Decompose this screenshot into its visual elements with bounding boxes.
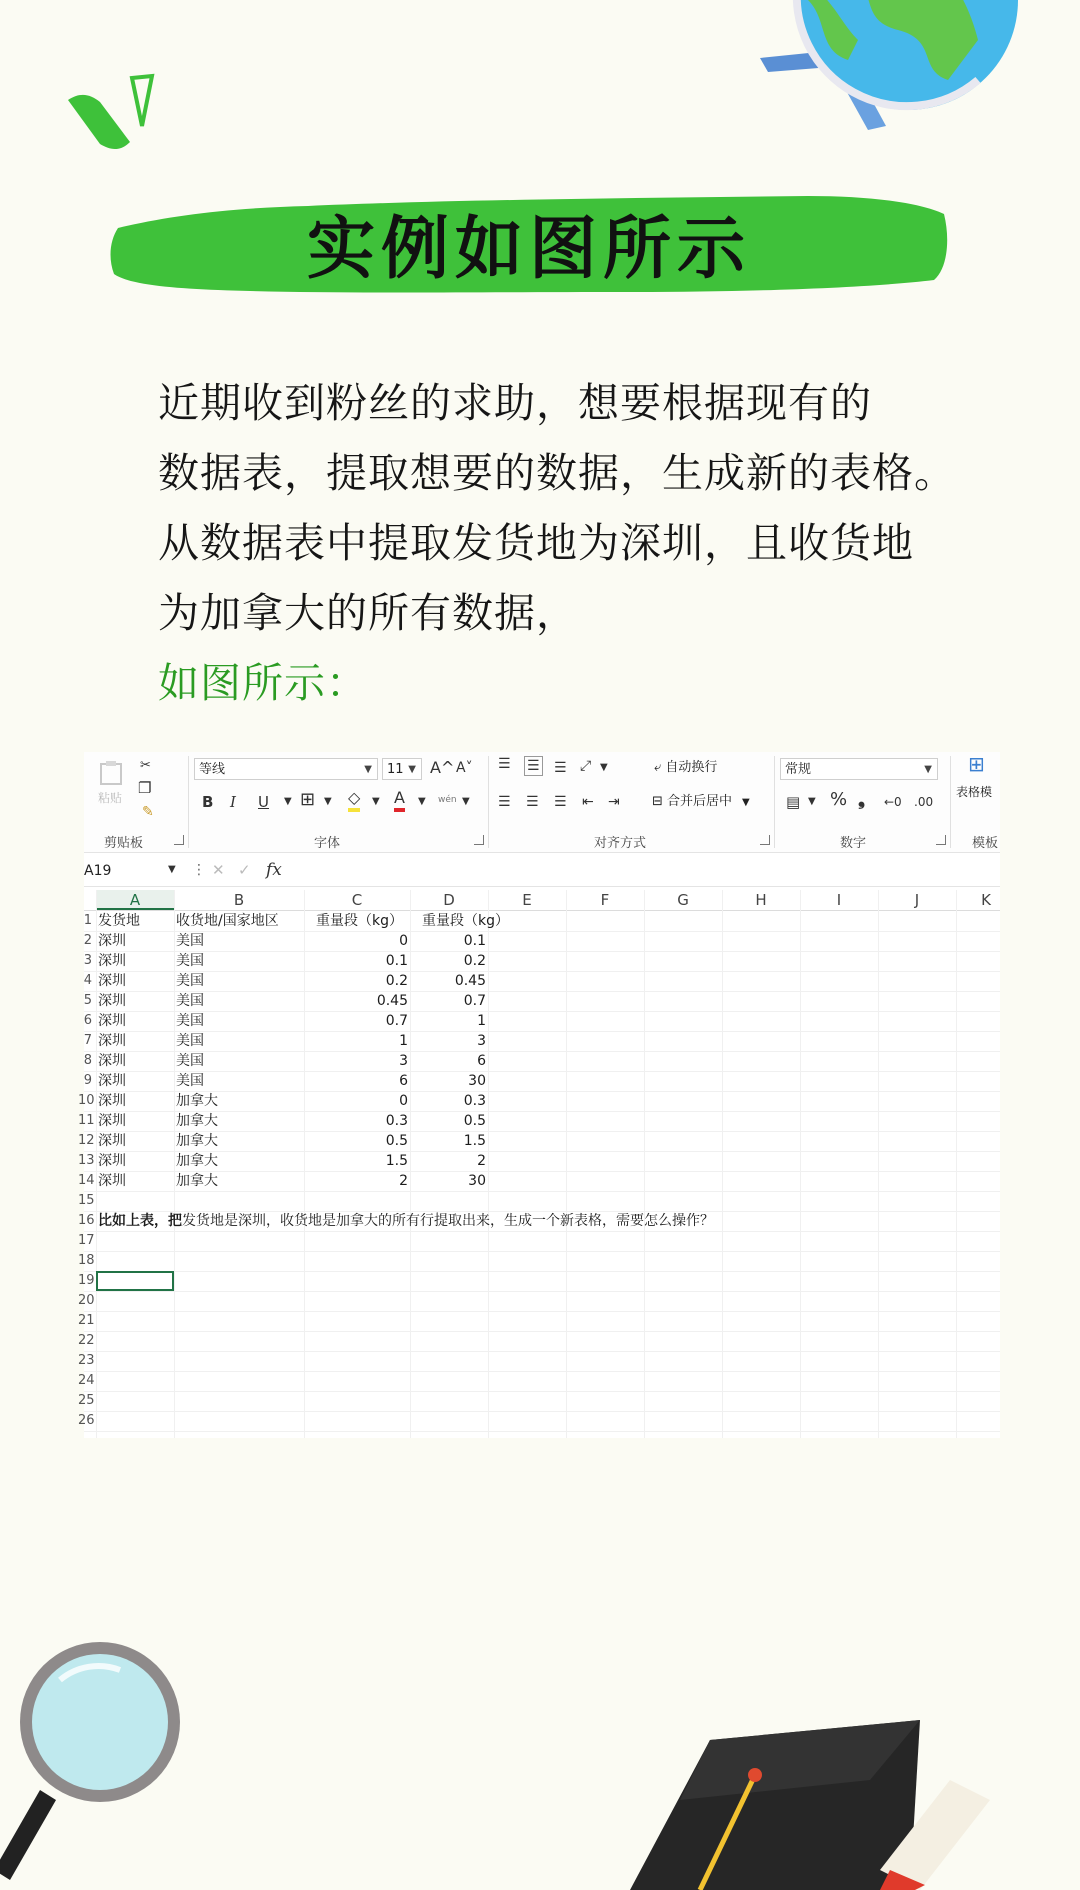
- row-number[interactable]: 3: [83, 953, 92, 968]
- align-right-icon[interactable]: ☰: [554, 794, 567, 810]
- magnifier-decoration: [0, 1640, 200, 1890]
- table-cell[interactable]: 0.45: [454, 973, 486, 989]
- more-options-icon[interactable]: ⋮: [192, 862, 206, 878]
- column-header-c[interactable]: C: [351, 891, 363, 909]
- align-left-icon[interactable]: ☰: [498, 794, 511, 810]
- underline-button[interactable]: U: [258, 793, 269, 811]
- number-format-value: 常规: [785, 762, 812, 777]
- table-row: [78, 1251, 1000, 1272]
- table-style-button[interactable]: 表格模: [956, 785, 993, 799]
- table-row: [78, 1091, 1000, 1112]
- alignment-group-label: 对齐方式: [594, 836, 647, 851]
- orientation-icon[interactable]: ⤢: [580, 758, 592, 774]
- table-cell[interactable]: 深圳: [98, 1013, 126, 1029]
- table-cell[interactable]: 深圳: [98, 973, 126, 989]
- table-cell[interactable]: 深圳: [98, 933, 126, 949]
- table-row: [84, 991, 1000, 1012]
- table-row: [78, 1191, 1000, 1212]
- table-row: [78, 1371, 1000, 1392]
- table-cell[interactable]: 0: [399, 933, 408, 949]
- merge-center-button[interactable]: [652, 792, 750, 813]
- table-cell[interactable]: 美国: [176, 973, 204, 989]
- merge-center-label: 合并后居中: [667, 794, 733, 809]
- table-cell[interactable]: 深圳: [98, 1133, 126, 1149]
- table-cell[interactable]: 美国: [176, 953, 204, 969]
- number-group-label: 数字: [840, 836, 867, 851]
- column-header-h[interactable]: H: [755, 891, 767, 909]
- question-note-text: 发货地是深圳，收货地是加拿大的所有行提取出来，生成一个新表格，需要怎么操作？: [182, 1213, 714, 1229]
- table-cell[interactable]: 1.5: [463, 1133, 486, 1149]
- template-group-label: 模板: [972, 836, 999, 851]
- ribbon-separator: [774, 756, 775, 848]
- increase-decimal-icon[interactable]: ←0: [884, 795, 902, 809]
- font-name-value: 等线: [199, 762, 226, 777]
- table-cell[interactable]: 美国: [176, 993, 204, 1009]
- table-row: [78, 1331, 1000, 1352]
- table-cell[interactable]: 美国: [176, 1053, 204, 1069]
- row-number[interactable]: 26: [78, 1413, 95, 1428]
- table-cell[interactable]: 1: [399, 1033, 408, 1049]
- chevron-down-icon[interactable]: ▼: [600, 762, 608, 773]
- table-row: [78, 1411, 1000, 1432]
- row-number[interactable]: 24: [78, 1373, 95, 1388]
- decrease-decimal-icon[interactable]: .00: [914, 795, 934, 809]
- cancel-icon[interactable]: ✕: [212, 861, 225, 879]
- table-cell[interactable]: 0.7: [385, 1013, 408, 1029]
- table-cell[interactable]: 深圳: [98, 1073, 126, 1089]
- ribbon-separator: [488, 756, 489, 848]
- chevron-down-icon[interactable]: ▼: [372, 796, 380, 807]
- table-row: [78, 1111, 1000, 1132]
- chevron-down-icon: ▼: [408, 764, 416, 775]
- table-row: [78, 1391, 1000, 1412]
- shrink-font-button[interactable]: A˅: [456, 760, 473, 776]
- cut-icon[interactable]: ✂: [140, 758, 151, 773]
- chevron-down-icon[interactable]: ▼: [808, 796, 816, 807]
- table-row: [84, 1011, 1000, 1032]
- increase-indent-icon[interactable]: ⇥: [608, 794, 620, 810]
- table-row: [78, 1211, 1000, 1232]
- table-cell[interactable]: 0.7: [463, 993, 486, 1009]
- font-name-select[interactable]: [194, 758, 378, 780]
- table-row: [78, 1171, 1000, 1192]
- row-number[interactable]: 11: [78, 1113, 95, 1128]
- table-cell[interactable]: 6: [477, 1053, 486, 1069]
- table-cell[interactable]: 加拿大: [176, 1093, 218, 1109]
- page-title: 实例如图所示: [306, 209, 751, 289]
- table-cell[interactable]: 0.2: [463, 953, 486, 969]
- fill-color-icon[interactable]: ◇: [348, 788, 360, 812]
- row-number[interactable]: 15: [78, 1193, 95, 1208]
- row-number[interactable]: 19: [78, 1273, 95, 1288]
- paste-button-label[interactable]: 粘贴: [98, 791, 123, 805]
- table-cell[interactable]: 美国: [176, 1013, 204, 1029]
- table-row: [78, 1271, 1000, 1292]
- leaf-decoration: [60, 72, 170, 162]
- align-top-icon[interactable]: ☰: [498, 756, 511, 772]
- intro-line: 数据表，提取想要的数据，生成新的表格。: [158, 449, 956, 497]
- table-cell[interactable]: 加拿大: [176, 1153, 218, 1169]
- table-cell[interactable]: 1.5: [385, 1153, 408, 1169]
- table-header-cell[interactable]: 收货地/国家地区: [176, 913, 279, 929]
- table-cell[interactable]: 0.5: [385, 1133, 408, 1149]
- chevron-down-icon: ▼: [364, 764, 372, 775]
- table-cell[interactable]: 3: [399, 1053, 408, 1069]
- table-cell[interactable]: 深圳: [98, 993, 126, 1009]
- worksheet-grid[interactable]: [78, 890, 1000, 1438]
- intro-line: 为加拿大的所有数据，: [158, 589, 578, 637]
- chevron-down-icon[interactable]: ▼: [168, 864, 176, 875]
- align-middle-icon[interactable]: ☰: [524, 756, 543, 776]
- chevron-down-icon: ▼: [924, 764, 932, 775]
- font-group-label: 字体: [314, 836, 341, 851]
- table-cell[interactable]: 深圳: [98, 953, 126, 969]
- copy-icon[interactable]: ❐: [138, 779, 152, 797]
- column-header-g[interactable]: G: [677, 891, 689, 909]
- column-header-d[interactable]: D: [443, 891, 455, 909]
- intro-highlight: 如图所示：: [158, 659, 368, 707]
- graduation-cap-decoration: [590, 1720, 1080, 1890]
- dialog-launcher-icon[interactable]: [174, 835, 184, 845]
- wrap-text-button[interactable]: [654, 758, 717, 778]
- table-cell[interactable]: 深圳: [98, 1173, 126, 1189]
- formula-bar: [84, 856, 1000, 887]
- table-cell[interactable]: 0.45: [376, 993, 408, 1009]
- comma-style-button[interactable]: ❟: [858, 789, 866, 810]
- table-cell[interactable]: 深圳: [98, 1033, 126, 1049]
- title-banner: [108, 188, 950, 298]
- question-note-bold: 比如上表，把: [98, 1213, 182, 1229]
- globe-decoration: [748, 0, 1018, 150]
- table-row: [78, 1151, 1000, 1172]
- row-number[interactable]: 18: [78, 1253, 95, 1268]
- table-row: [84, 1051, 1000, 1072]
- row-number[interactable]: 1: [83, 913, 92, 928]
- table-cell[interactable]: 2: [477, 1153, 486, 1169]
- table-cell[interactable]: 0: [399, 1093, 408, 1109]
- border-icon[interactable]: ⊞: [300, 789, 316, 810]
- table-cell[interactable]: 美国: [176, 1073, 204, 1089]
- table-row: [84, 951, 1000, 972]
- accounting-format-icon[interactable]: ▤: [786, 793, 801, 811]
- intro-line: 近期收到粉丝的求助，想要根据现有的: [158, 379, 872, 427]
- row-number[interactable]: 12: [78, 1133, 95, 1148]
- merge-center-icon: ⊟: [652, 794, 668, 809]
- italic-button[interactable]: I: [230, 793, 236, 811]
- paste-icon[interactable]: [98, 760, 126, 786]
- column-header-f[interactable]: F: [600, 891, 610, 909]
- font-size-value: 11: [387, 762, 404, 777]
- table-cell[interactable]: 0.1: [463, 933, 486, 949]
- row-number[interactable]: 6: [83, 1013, 92, 1028]
- row-number[interactable]: 14: [78, 1173, 95, 1188]
- table-row: [78, 1231, 1000, 1252]
- table-cell[interactable]: 6: [399, 1073, 408, 1089]
- table-row: [84, 971, 1000, 992]
- table-row: [78, 1351, 1000, 1372]
- decrease-indent-icon[interactable]: ⇤: [582, 794, 594, 810]
- column-header-k[interactable]: K: [981, 891, 991, 909]
- table-cell[interactable]: 0.1: [385, 953, 408, 969]
- chevron-down-icon: ▼: [742, 797, 750, 808]
- name-box[interactable]: A19: [84, 863, 112, 879]
- dialog-launcher-icon[interactable]: [760, 835, 770, 845]
- question-note-cell[interactable]: [98, 1211, 714, 1231]
- table-cell[interactable]: 0.3: [463, 1093, 486, 1109]
- column-header-a[interactable]: A: [96, 890, 174, 910]
- table-cell[interactable]: 30: [468, 1073, 486, 1089]
- table-cell[interactable]: 2: [399, 1173, 408, 1189]
- table-cell[interactable]: 1: [477, 1013, 486, 1029]
- column-header-b[interactable]: B: [233, 891, 245, 909]
- row-number[interactable]: 16: [78, 1213, 95, 1228]
- column-header-j[interactable]: J: [914, 891, 920, 909]
- percent-button[interactable]: %: [830, 789, 848, 810]
- table-row: [84, 1031, 1000, 1052]
- chevron-down-icon[interactable]: ▼: [418, 796, 426, 807]
- table-cell[interactable]: 30: [468, 1173, 486, 1189]
- table-header-cell[interactable]: 发货地: [98, 913, 140, 929]
- intro-paragraph: [158, 368, 1018, 718]
- table-row: [84, 911, 1000, 932]
- table-cell[interactable]: 加拿大: [176, 1173, 218, 1189]
- spreadsheet-window: [78, 752, 1000, 1438]
- table-header-cell[interactable]: 重量段（kg）: [422, 913, 509, 929]
- wrap-text-icon: ⤶: [654, 760, 666, 775]
- ribbon-separator: [188, 756, 189, 848]
- table-row: [84, 931, 1000, 952]
- align-bottom-icon[interactable]: ☰: [554, 760, 567, 776]
- bold-button[interactable]: B: [202, 793, 214, 811]
- dialog-launcher-icon[interactable]: [936, 835, 946, 845]
- column-header-e[interactable]: E: [522, 891, 532, 909]
- clipboard-group-label: 剪贴板: [104, 836, 144, 851]
- phonetic-guide-button[interactable]: wén: [438, 795, 457, 805]
- table-cell[interactable]: 深圳: [98, 1093, 126, 1109]
- row-number[interactable]: 7: [83, 1033, 92, 1048]
- row-number[interactable]: 21: [78, 1313, 95, 1328]
- selected-cell-a19[interactable]: [96, 1271, 174, 1291]
- table-cell[interactable]: 0.2: [385, 973, 408, 989]
- chevron-down-icon[interactable]: ▼: [462, 796, 470, 807]
- formula-input[interactable]: [298, 861, 998, 881]
- font-color-button[interactable]: A: [394, 788, 405, 812]
- row-number[interactable]: 5: [83, 993, 92, 1008]
- row-number[interactable]: 23: [78, 1353, 95, 1368]
- enter-icon[interactable]: ✓: [238, 861, 251, 879]
- ribbon-separator: [950, 756, 951, 848]
- table-row: [78, 1291, 1000, 1312]
- table-header-cell[interactable]: 重量段（kg）: [316, 913, 403, 929]
- row-number[interactable]: 17: [78, 1233, 95, 1248]
- number-format-select[interactable]: [780, 758, 938, 780]
- table-style-icon[interactable]: ⊞: [968, 752, 985, 776]
- table-cell[interactable]: 深圳: [98, 1153, 126, 1169]
- format-painter-icon[interactable]: ✎: [142, 804, 154, 820]
- table-cell[interactable]: 0.3: [385, 1113, 408, 1129]
- row-number[interactable]: 2: [83, 933, 92, 948]
- dialog-launcher-icon[interactable]: [474, 835, 484, 845]
- table-cell[interactable]: 加拿大: [176, 1113, 218, 1129]
- wrap-text-label: 自动换行: [665, 760, 718, 775]
- row-number[interactable]: 8: [83, 1053, 92, 1068]
- table-cell[interactable]: 美国: [176, 1033, 204, 1049]
- align-center-icon[interactable]: ☰: [526, 794, 539, 810]
- column-header-i[interactable]: I: [836, 891, 842, 909]
- column-headers: [84, 890, 1000, 911]
- table-row: [78, 1131, 1000, 1152]
- table-cell[interactable]: 加拿大: [176, 1133, 218, 1149]
- ribbon: [84, 752, 1000, 853]
- chevron-down-icon[interactable]: ▼: [324, 796, 332, 807]
- table-cell[interactable]: 0.5: [463, 1113, 486, 1129]
- row-number[interactable]: 10: [78, 1093, 95, 1108]
- intro-line: 从数据表中提取发货地为深圳，且收货地: [158, 519, 914, 567]
- chevron-down-icon[interactable]: ▼: [284, 796, 292, 807]
- row-number[interactable]: 9: [83, 1073, 92, 1088]
- font-size-select[interactable]: [382, 758, 422, 780]
- row-number[interactable]: 22: [78, 1333, 95, 1348]
- row-number[interactable]: 25: [78, 1393, 95, 1408]
- table-cell[interactable]: 美国: [176, 933, 204, 949]
- table-row: [84, 1071, 1000, 1092]
- table-row: [78, 1311, 1000, 1332]
- table-cell[interactable]: 深圳: [98, 1053, 126, 1069]
- row-number[interactable]: 20: [78, 1293, 95, 1308]
- table-cell[interactable]: 深圳: [98, 1113, 126, 1129]
- insert-function-button[interactable]: fx: [266, 860, 282, 880]
- grow-font-button[interactable]: A^: [430, 758, 455, 777]
- table-cell[interactable]: 3: [477, 1033, 486, 1049]
- row-number[interactable]: 13: [78, 1153, 95, 1168]
- row-number[interactable]: 4: [83, 973, 92, 988]
